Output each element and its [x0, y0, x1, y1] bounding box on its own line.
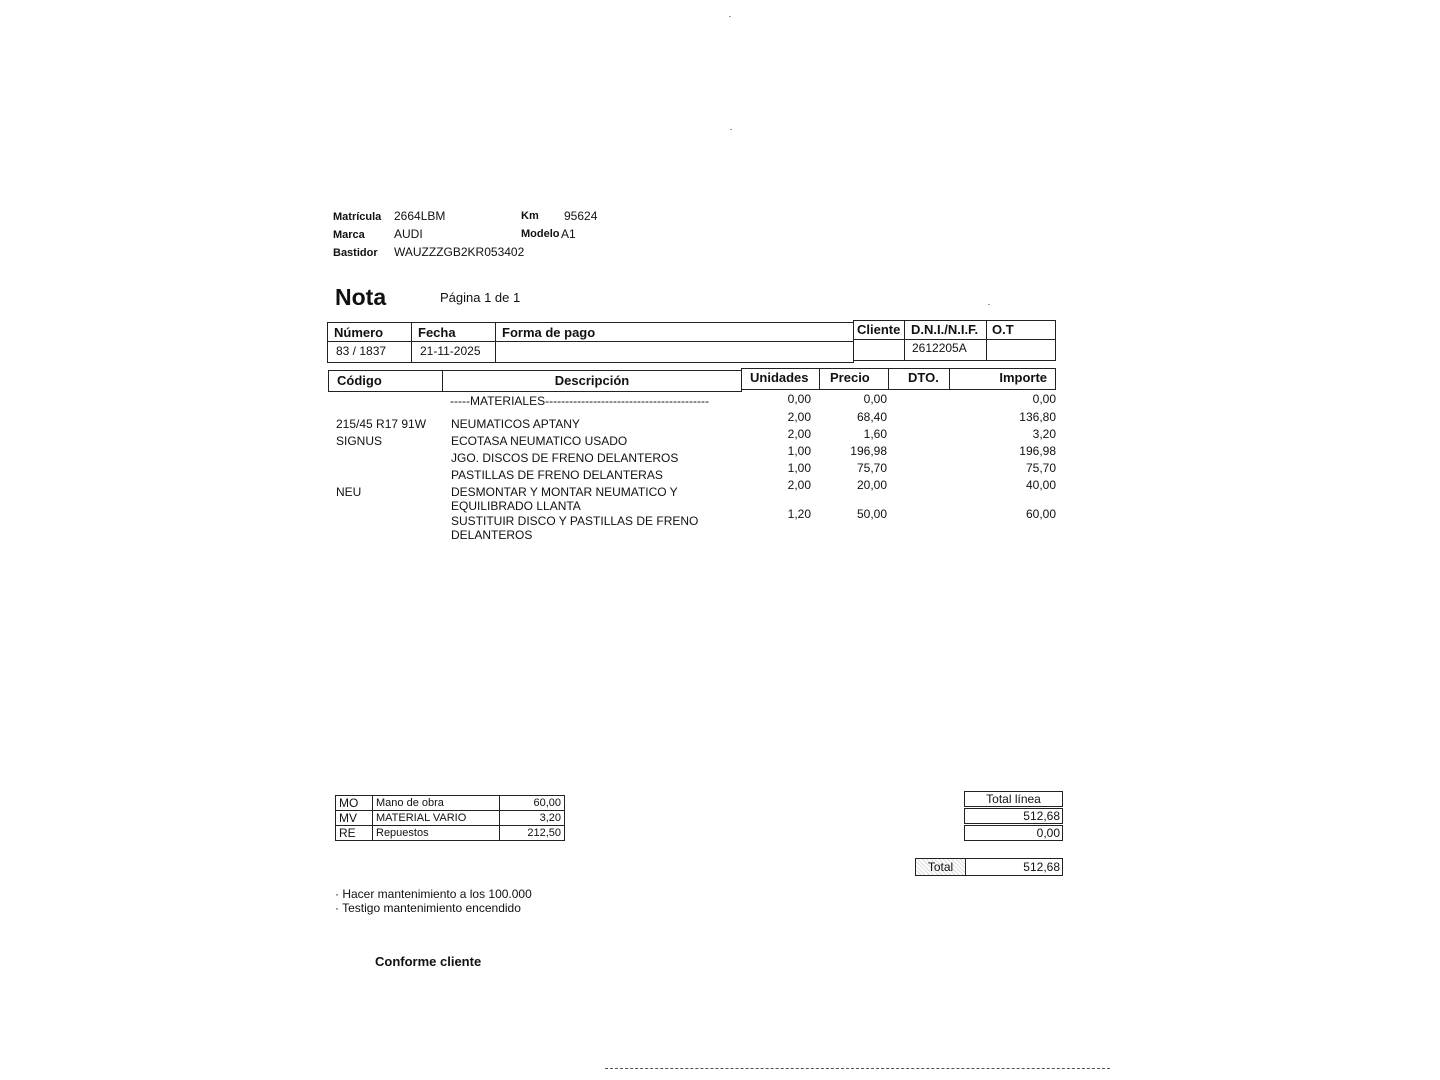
bastidor-label: Bastidor — [333, 247, 378, 259]
notes — [335, 887, 532, 915]
total-label: Total — [915, 858, 966, 876]
vehicle-row-marca — [333, 227, 576, 241]
item-importe: 75,70 — [1025, 461, 1056, 475]
matricula-label: Matrícula — [333, 211, 382, 223]
numero-header: Número — [327, 322, 412, 342]
cliente-value — [853, 339, 905, 361]
item-importe: 40,00 — [1025, 478, 1056, 492]
summary-code: RE — [336, 826, 373, 841]
item-unidades: 2,00 — [787, 410, 811, 424]
item-precio: 1,60 — [863, 427, 887, 441]
item-unidades: 2,00 — [787, 427, 811, 441]
scan-speck — [730, 129, 732, 130]
summary-code: MV — [336, 811, 373, 826]
conforme-cliente: Conforme cliente — [375, 954, 482, 969]
marca-value: AUDI — [394, 227, 423, 241]
summary-label: Mano de obra — [373, 796, 500, 811]
item-importe: 60,00 — [1025, 507, 1056, 521]
item-precio: 20,00 — [856, 478, 887, 492]
item-importe: 136,80 — [1019, 410, 1056, 424]
numero-value: 83 / 1837 — [327, 341, 412, 363]
item-descripcion: -----MATERIALES----------------------------------------- — [450, 394, 709, 408]
summary-row — [336, 811, 565, 826]
item-codigo: SIGNUS — [336, 434, 383, 448]
item-unidades: 1,00 — [787, 461, 811, 475]
precio-header: Precio — [819, 368, 889, 390]
descripcion-header: Descripción — [442, 370, 742, 392]
item-unidades: 2,00 — [787, 478, 811, 492]
codigo-header: Código — [328, 370, 443, 392]
summary-value: 60,00 — [500, 796, 565, 811]
modelo-label: Modelo — [521, 228, 560, 240]
km-label: Km — [521, 210, 539, 222]
note-line: · Testigo mantenimiento encendido — [335, 901, 521, 915]
cliente-header: Cliente — [853, 320, 905, 340]
matricula-value: 2664LBM — [394, 209, 446, 223]
item-unidades: 1,20 — [787, 507, 811, 521]
forma-pago-header: Forma de pago — [495, 322, 854, 342]
item-descripcion: PASTILLAS DE FRENO DELANTERAS — [451, 468, 663, 482]
item-descripcion: DESMONTAR Y MONTAR NEUMATICO Y — [451, 485, 678, 499]
item-descripcion-cont: EQUILIBRADO LLANTA — [451, 499, 581, 513]
item-importe: 0,00 — [1032, 392, 1056, 406]
summary-row — [336, 826, 565, 841]
forma-pago-value — [495, 341, 854, 363]
item-precio: 50,00 — [856, 507, 887, 521]
item-descripcion-cont: DELANTEROS — [451, 528, 533, 542]
scan-speck — [729, 16, 731, 17]
item-importe: 3,20 — [1032, 427, 1056, 441]
bastidor-value: WAUZZZGB2KR053402 — [394, 245, 525, 259]
fecha-value: 21-11-2025 — [411, 341, 496, 363]
km-value: 95624 — [564, 209, 598, 223]
item-importe: 196,98 — [1019, 444, 1056, 458]
item-precio: 75,70 — [856, 461, 887, 475]
summary-label: MATERIAL VARIO — [373, 811, 500, 826]
item-unidades: 1,00 — [787, 444, 811, 458]
dto-header: DTO. — [888, 368, 950, 390]
total-value: 512,68 — [965, 858, 1063, 876]
ot-value — [986, 339, 1056, 361]
item-descripcion: SUSTITUIR DISCO Y PASTILLAS DE FRENO — [451, 514, 699, 528]
vehicle-row-matricula — [333, 209, 598, 223]
fecha-header: Fecha — [411, 322, 496, 342]
summary-table — [335, 795, 565, 841]
document-title: Nota — [335, 284, 387, 310]
item-descripcion: ECOTASA NEUMATICO USADO — [451, 434, 628, 448]
unidades-header: Unidades — [741, 368, 820, 390]
scan-speck — [988, 304, 990, 305]
vehicle-row-bastidor — [333, 245, 525, 259]
item-precio: 68,40 — [856, 410, 887, 424]
item-codigo: NEU — [336, 485, 362, 499]
note-line: · Hacer mantenimiento a los 100.000 — [335, 887, 532, 901]
ot-header: O.T — [986, 320, 1056, 340]
dni-value: 2612205A — [904, 339, 987, 361]
dni-header: D.N.I./N.I.F. — [904, 320, 987, 340]
item-descripcion: NEUMATICOS APTANY — [451, 417, 580, 431]
item-unidades: 0,00 — [787, 392, 811, 406]
summary-value: 3,20 — [500, 811, 565, 826]
summary-row — [336, 796, 565, 811]
item-codigo: 215/45 R17 91W — [336, 417, 427, 431]
item-descripcion: JGO. DISCOS DE FRENO DELANTEROS — [451, 451, 679, 465]
summary-value: 212,50 — [500, 826, 565, 841]
modelo-value: A1 — [561, 227, 576, 241]
total-extra-value: 0,00 — [964, 825, 1063, 841]
signature-line — [605, 1068, 1110, 1070]
summary-code: MO — [336, 796, 373, 811]
page-indicator: Página 1 de 1 — [440, 290, 521, 305]
importe-header: Importe — [949, 368, 1056, 390]
summary-label: Repuestos — [373, 826, 500, 841]
item-precio: 196,98 — [850, 444, 887, 458]
marca-label: Marca — [333, 229, 365, 241]
total-linea-label: Total línea — [964, 791, 1063, 807]
item-precio: 0,00 — [863, 392, 887, 406]
total-linea-value: 512,68 — [964, 808, 1063, 824]
